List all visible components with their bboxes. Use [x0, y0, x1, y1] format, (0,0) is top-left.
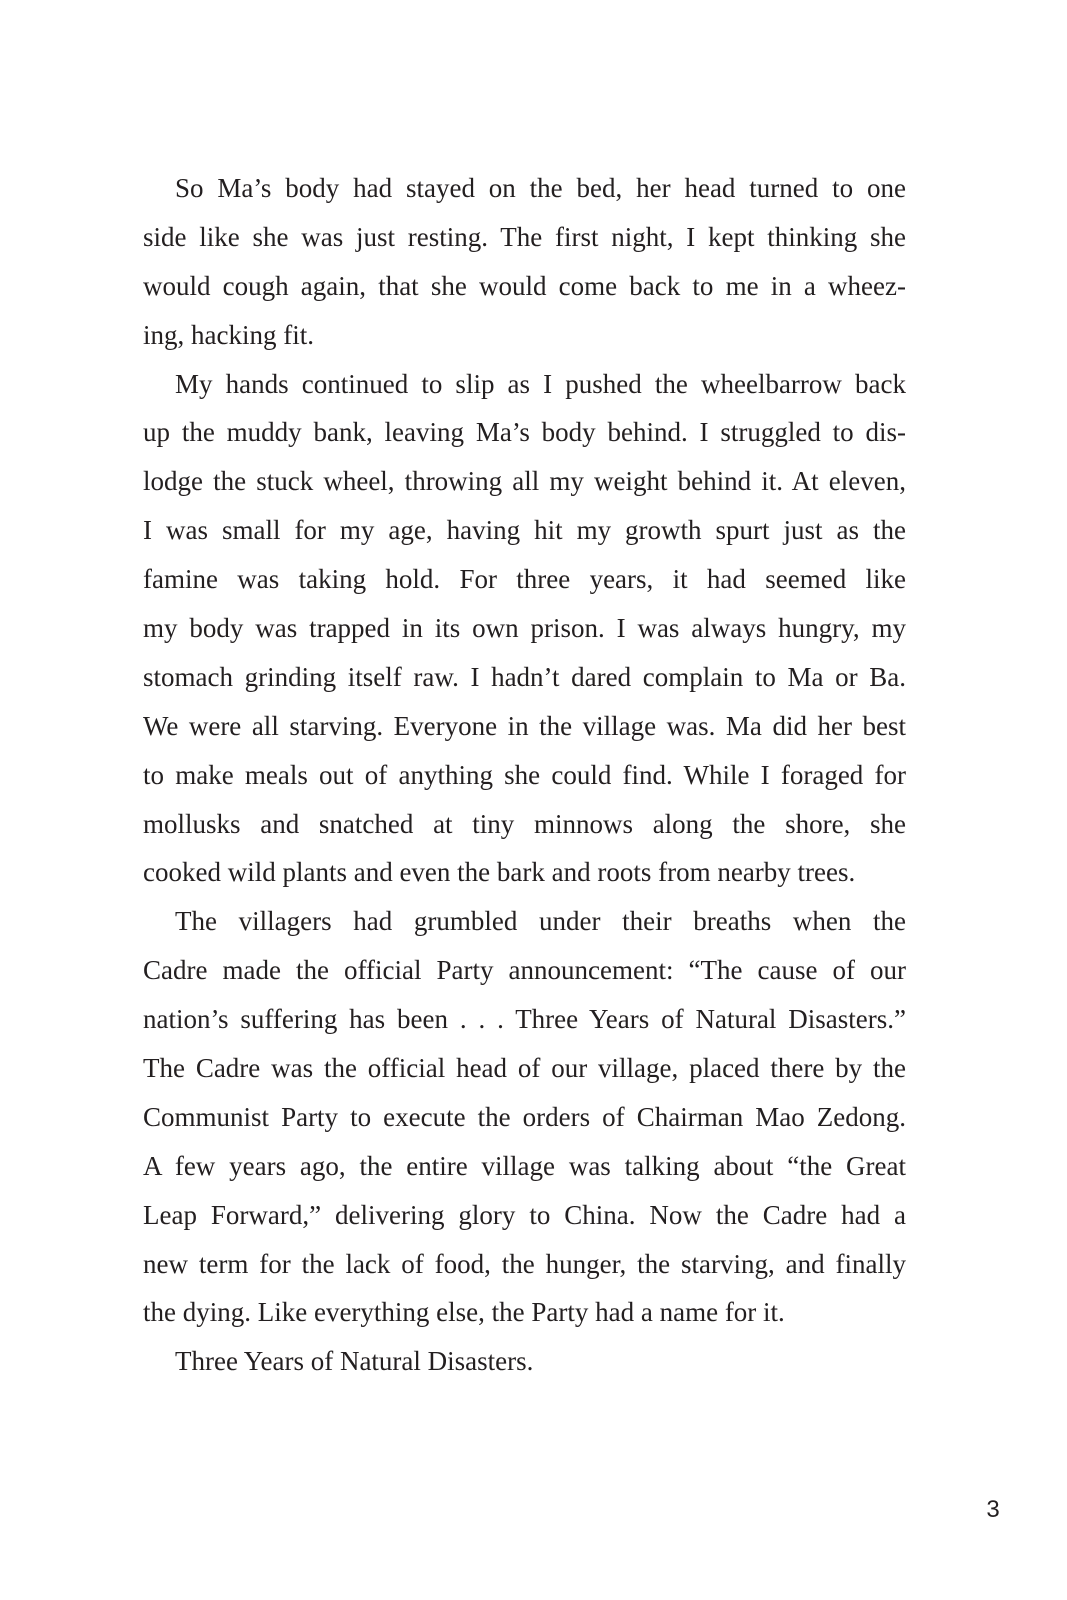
text-line: famine was taking hold. For three years, it had seemed like [143, 564, 906, 595]
text-line: Leap Forward,” delivering glory to China. Now the Cadre had a [143, 1199, 906, 1230]
text-line: cooked wild plants and even the bark and roots from nearby trees. [143, 857, 856, 888]
text-line: lodge the stuck wheel, throwing all my weight behind it. At eleven, [143, 466, 906, 497]
text-line: to make meals out of anything she could find. While I foraged for [143, 759, 906, 790]
text-line: would cough again, that she would come back to me in a wheez- [143, 270, 906, 301]
text-line: I was small for my age, having hit my growth spurt just as the [143, 515, 906, 546]
text-line: up the muddy bank, leaving Ma’s body behind. I struggled to dis- [143, 417, 906, 448]
text-line: A few years ago, the entire village was talking about “the Great [143, 1150, 906, 1181]
text-line: side like she was just resting. The first night, I kept thinking she [143, 221, 906, 252]
text-line: We were all starving. Everyone in the village was. Ma did her best [143, 710, 906, 741]
text-line: Three Years of Natural Disasters. [175, 1346, 534, 1377]
text-line: Communist Party to execute the orders of Chairman Mao Zedong. [143, 1101, 906, 1132]
page-number: 3 [986, 1496, 1000, 1523]
text-line: new term for the lack of food, the hunger, the starving, and finally [143, 1248, 906, 1279]
text-line: nation’s suffering has been . . . Three Years of Natural Disasters.” [143, 1004, 906, 1035]
text-line: my body was trapped in its own prison. I was always hungry, my [143, 613, 906, 644]
text-line: ing, hacking fit. [143, 319, 314, 350]
text-line: Cadre made the official Party announcement: “The cause of our [143, 955, 906, 986]
text-line: So Ma’s body had stayed on the bed, her head turned to one [175, 173, 906, 203]
text-line: mollusks and snatched at tiny minnows along the shore, she [143, 808, 906, 839]
text-line: My hands continued to slip as I pushed the wheelbarrow back [175, 368, 906, 399]
text-line: the dying. Like everything else, the Party had a name for it. [143, 1297, 785, 1328]
text-line: The Cadre was the official head of our village, placed there by the [143, 1053, 906, 1084]
body-text [143, 164, 906, 1386]
text-line: stomach grinding itself raw. I hadn’t dared complain to Ma or Ba. [143, 661, 906, 692]
text-line: The villagers had grumbled under their breaths when the [175, 906, 906, 937]
